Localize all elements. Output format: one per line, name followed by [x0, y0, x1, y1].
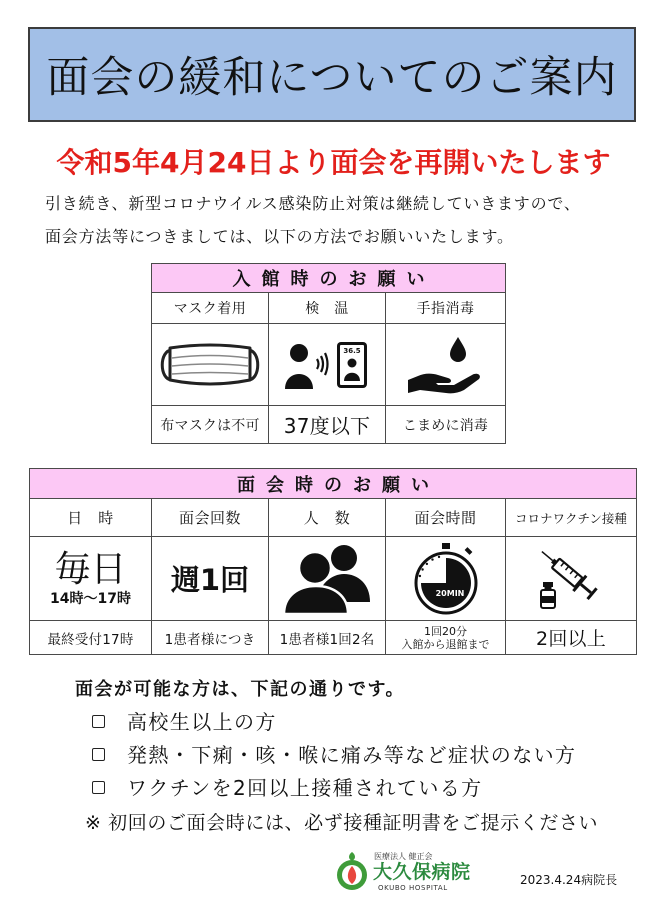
entry-note-sanitize: こまめに消毒 — [386, 406, 506, 444]
visit-note-vaccine: 2回以上 — [506, 621, 637, 655]
entry-label-temperature: 検 温 — [269, 293, 386, 324]
certificate-note: ※ 初回のご面会時には、必ず接種証明書をご提示ください — [85, 812, 599, 834]
visit-cell-duration — [386, 537, 506, 621]
square-checkbox-icon — [92, 748, 105, 761]
entry-icon-cell-temperature — [269, 324, 386, 406]
temperature-readout: 36.5 — [343, 346, 361, 355]
eligibility-item-text: 高校生以上の方 — [127, 710, 277, 734]
entry-note-temperature: 37度以下 — [269, 406, 386, 444]
visit-note-people: 1患者様1回2名 — [269, 621, 386, 655]
eligibility-item-text: ワクチンを2回以上接種されている方 — [127, 776, 483, 800]
page-title: 面会の緩和についてのご案内 — [46, 53, 618, 103]
eligibility-heading: 面会が可能な方は、下記の通りです。 — [75, 679, 406, 700]
visit-hours: 14時～17時 — [50, 590, 131, 607]
visit-label-duration: 面会時間 — [386, 499, 506, 537]
visit-rules-table — [29, 468, 637, 655]
visit-cell-frequency — [152, 537, 269, 621]
visit-frequency-value: 週1回 — [170, 563, 250, 597]
visit-cell-people — [269, 537, 386, 621]
hand-sanitizer-icon — [408, 335, 484, 395]
visit-cell-vaccine — [506, 537, 637, 621]
visit-rules-title: 面会時のお願い — [30, 469, 637, 499]
logo-hospital-name: 大久保病院 — [373, 861, 471, 883]
square-checkbox-icon — [92, 781, 105, 794]
visit-label-people: 人 数 — [269, 499, 386, 537]
date-signature: 2023.4.24病院長 — [520, 873, 618, 887]
temperature-check-icon — [285, 341, 369, 389]
logo-org-name: 医療法人 健正会 — [374, 852, 433, 861]
visit-cell-datetime — [30, 537, 152, 621]
hospital-logo-icon — [336, 851, 368, 893]
eligibility-list — [92, 706, 576, 805]
visit-note-duration — [386, 621, 506, 655]
visit-days: 毎日 — [54, 548, 127, 590]
syringe-vial-icon — [537, 548, 605, 610]
entry-rules-title: 入館時のお願い — [152, 264, 506, 293]
intro-line-2: 面会方法等につきましては、以下の方法でお願いいたします。 — [45, 227, 514, 246]
eligibility-item-text: 発熱・下痢・咳・喉に痛み等など症状のない方 — [127, 743, 577, 767]
visit-note-datetime: 最終受付17時 — [30, 621, 152, 655]
visit-note-frequency: 1患者様につき — [152, 621, 269, 655]
visit-note-duration-line1: 1回20分 — [424, 624, 467, 638]
square-checkbox-icon — [92, 715, 105, 728]
visit-label-vaccine: コロナワクチン接種 — [506, 499, 637, 537]
intro-line-1: 引き続き、新型コロナウイルス感染防止対策は継続していきますので、 — [45, 194, 581, 213]
entry-label-sanitize: 手指消毒 — [386, 293, 506, 324]
reopening-headline: 令和5年4月24日より面会を再開いたします — [56, 146, 611, 179]
timer-icon — [410, 543, 482, 615]
entry-label-mask: マスク着用 — [152, 293, 269, 324]
entry-icon-cell-mask — [152, 324, 269, 406]
logo-hospital-name-en: OKUBO HOSPITAL — [378, 884, 448, 892]
face-mask-icon — [158, 340, 262, 390]
two-people-icon — [284, 544, 370, 614]
visit-note-duration-line2: 入館から退館まで — [401, 637, 490, 651]
visit-label-datetime: 日 時 — [30, 499, 152, 537]
timer-label: 20MIN — [435, 588, 464, 598]
entry-icon-cell-sanitize — [386, 324, 506, 406]
list-item — [92, 772, 576, 805]
title-banner — [28, 27, 636, 122]
list-item — [92, 739, 576, 772]
intro-text — [45, 187, 581, 253]
entry-note-mask: 布マスクは不可 — [152, 406, 269, 444]
entry-rules-table — [151, 263, 506, 444]
visit-label-frequency: 面会回数 — [152, 499, 269, 537]
list-item — [92, 706, 576, 739]
